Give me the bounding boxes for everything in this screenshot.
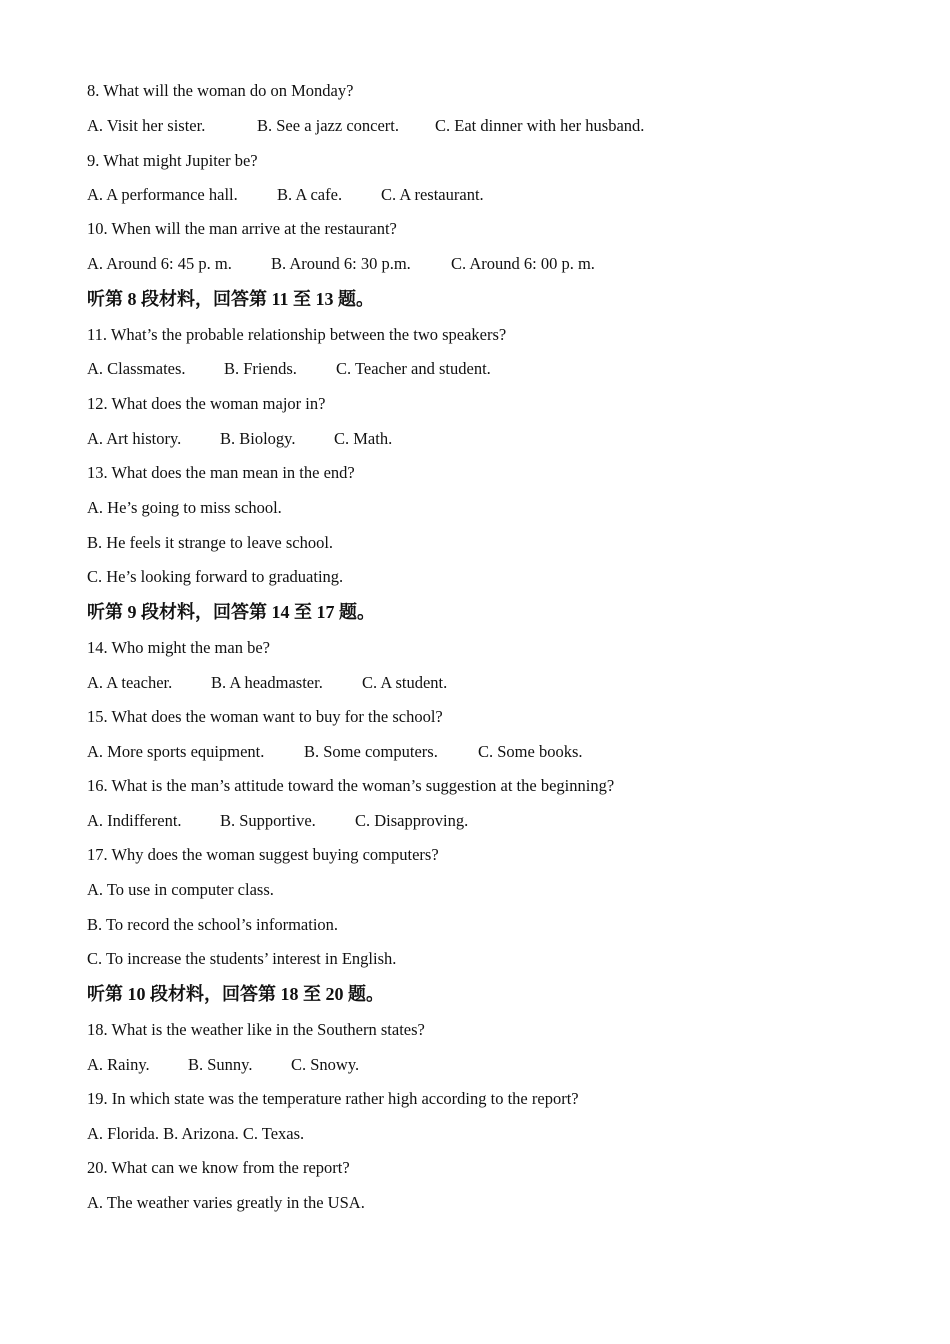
- question-8-options: [87, 116, 644, 136]
- q12-option-a: A. Art history.: [87, 429, 182, 448]
- q10-option-b: B. Around 6: 30 p.m.: [271, 254, 411, 273]
- question-18-options: [87, 1055, 359, 1075]
- question-9-options: [87, 185, 484, 205]
- q20-option-a: A. The weather varies greatly in the USA.: [87, 1193, 365, 1212]
- q18-option-b: B. Sunny.: [188, 1055, 253, 1074]
- section-heading-10: 听第 10 段材料，回答第 18 至 20 题。: [87, 984, 384, 1004]
- q15-option-b: B. Some computers.: [304, 742, 438, 761]
- q16-option-c: C. Disapproving.: [355, 811, 469, 830]
- question-8: 8. What will the woman do on Monday?: [87, 81, 354, 100]
- q14-option-c: C. A student.: [362, 673, 448, 692]
- q14-option-a: A. A teacher.: [87, 673, 173, 692]
- question-17: 17. Why does the woman suggest buying computers?: [87, 845, 439, 864]
- section-heading-8: 听第 8 段材料，回答第 11 至 13 题。: [87, 289, 375, 309]
- section-heading-9: 听第 9 段材料，回答第 14 至 17 题。: [87, 602, 375, 622]
- q18-option-a: A. Rainy.: [87, 1055, 150, 1074]
- question-11-options: [87, 359, 491, 379]
- q16-option-b: B. Supportive.: [220, 811, 316, 830]
- question-14-options: [87, 673, 447, 693]
- question-9: 9. What might Jupiter be?: [87, 151, 258, 170]
- q17-option-c: C. To increase the students’ interest in English.: [87, 949, 397, 968]
- q9-option-a: A. A performance hall.: [87, 185, 238, 204]
- q15-option-c: C. Some books.: [478, 742, 583, 761]
- question-15: 15. What does the woman want to buy for the school?: [87, 707, 443, 726]
- q9-option-c: C. A restaurant.: [381, 185, 484, 204]
- question-19: 19. In which state was the temperature rather high according to the report?: [87, 1089, 579, 1108]
- q11-option-c: C. Teacher and student.: [336, 359, 491, 378]
- q10-option-a: A. Around 6: 45 p. m.: [87, 254, 232, 273]
- q8-option-b: B. See a jazz concert.: [257, 116, 400, 135]
- question-16: 16. What is the man’s attitude toward the woman’s suggestion at the beginning?: [87, 776, 615, 795]
- question-20: 20. What can we know from the report?: [87, 1158, 350, 1177]
- q15-option-a: A. More sports equipment.: [87, 742, 265, 761]
- question-11: 11. What’s the probable relationship between the two speakers?: [87, 325, 507, 344]
- q11-option-b: B. Friends.: [224, 359, 297, 378]
- q18-option-c: C. Snowy.: [291, 1055, 360, 1074]
- question-13: 13. What does the man mean in the end?: [87, 463, 355, 482]
- q8-option-a: A. Visit her sister.: [87, 116, 206, 135]
- question-12-options: [87, 429, 392, 449]
- question-19-options: A. Florida. B. Arizona. C. Texas.: [87, 1124, 305, 1143]
- q16-option-a: A. Indifferent.: [87, 811, 182, 830]
- question-12: 12. What does the woman major in?: [87, 394, 326, 413]
- q13-option-a: A. He’s going to miss school.: [87, 498, 282, 517]
- q13-option-c: C. He’s looking forward to graduating.: [87, 567, 344, 586]
- question-16-options: [87, 811, 468, 831]
- q14-option-b: B. A headmaster.: [211, 673, 323, 692]
- question-15-options: [87, 742, 583, 762]
- question-10-options: [87, 254, 595, 274]
- q11-option-a: A. Classmates.: [87, 359, 186, 378]
- q10-option-c: C. Around 6: 00 p. m.: [451, 254, 595, 273]
- q17-option-a: A. To use in computer class.: [87, 880, 274, 899]
- q13-option-b: B. He feels it strange to leave school.: [87, 533, 334, 552]
- q17-option-b: B. To record the school’s information.: [87, 915, 339, 934]
- question-10: 10. When will the man arrive at the restaurant?: [87, 219, 397, 238]
- q9-option-b: B. A cafe.: [277, 185, 343, 204]
- q12-option-b: B. Biology.: [220, 429, 296, 448]
- question-14: 14. Who might the man be?: [87, 638, 270, 657]
- q12-option-c: C. Math.: [334, 429, 393, 448]
- q8-option-c: C. Eat dinner with her husband.: [435, 116, 645, 135]
- question-18: 18. What is the weather like in the Southern states?: [87, 1020, 425, 1039]
